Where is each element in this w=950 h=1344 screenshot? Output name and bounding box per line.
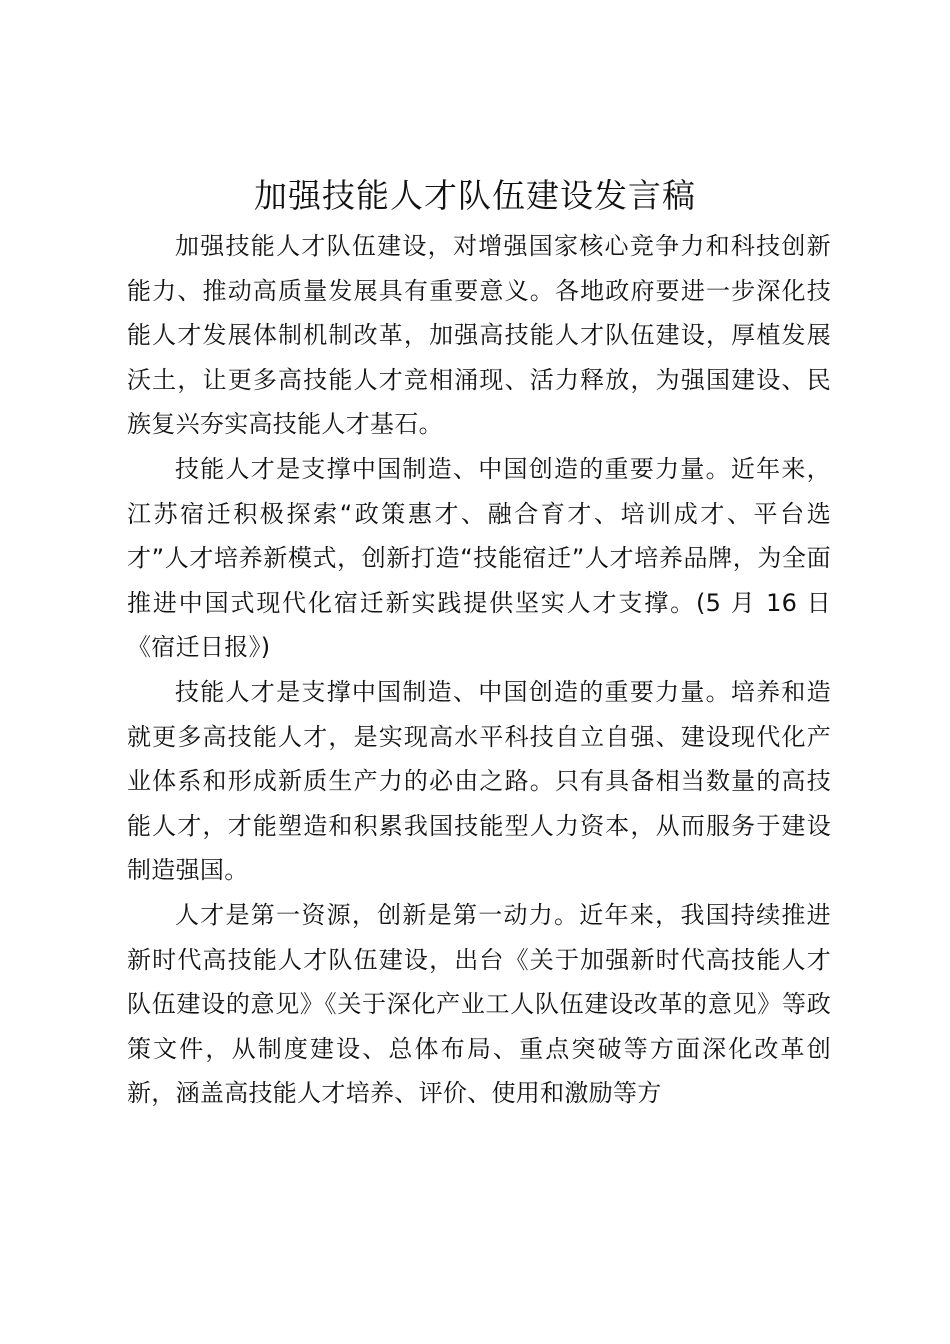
document-body	[127, 224, 831, 1116]
paragraph-1: 加强技能人才队伍建设，对增强国家核心竞争力和科技创新能力、推动高质量发展具有重要意义。各地政府要进一步深化技能人才发展体制机制改革，加强高技能人才队伍建设，厚植发展沃土，让更多高技能人才竞相涌现、活力释放，为强国建设、民族复兴夯实高技能人才基石。	[127, 232, 831, 439]
document-title: 加强技能人才队伍建设发言稿	[254, 176, 696, 215]
paragraph-4: 人才是第一资源，创新是第一动力。近年来，我国持续推进新时代高技能人才队伍建设，出台《关于加强新时代高技能人才队伍建设的意见》《关于深化产业工人队伍建设改革的意见》等政策文件，从制度建设、总体布局、重点突破等方面深化改革创新，涵盖高技能人才培养、评价、使用和激励等方	[127, 900, 831, 1108]
paragraph-3: 技能人才是支撑中国制造、中国创造的重要力量。培养和造就更多高技能人才，是实现高水平科技自立自强、建设现代化产业体系和形成新质生产力的必由之路。只有具备相当数量的高技能人才，才能塑造和积累我国技能型人力资本，从而服务于建设制造强国。	[127, 677, 831, 885]
paragraph-2: 技能人才是支撑中国制造、中国创造的重要力量。近年来，江苏宿迁积极探索“政策惠才、融合育才、培训成才、平台选才”人才培养新模式，创新打造“技能宿迁”人才培养品牌，为全面推进中国式现代化宿迁新实践提供坚实人才支撑。(5 月 16 日《宿迁日报》)	[127, 454, 831, 662]
